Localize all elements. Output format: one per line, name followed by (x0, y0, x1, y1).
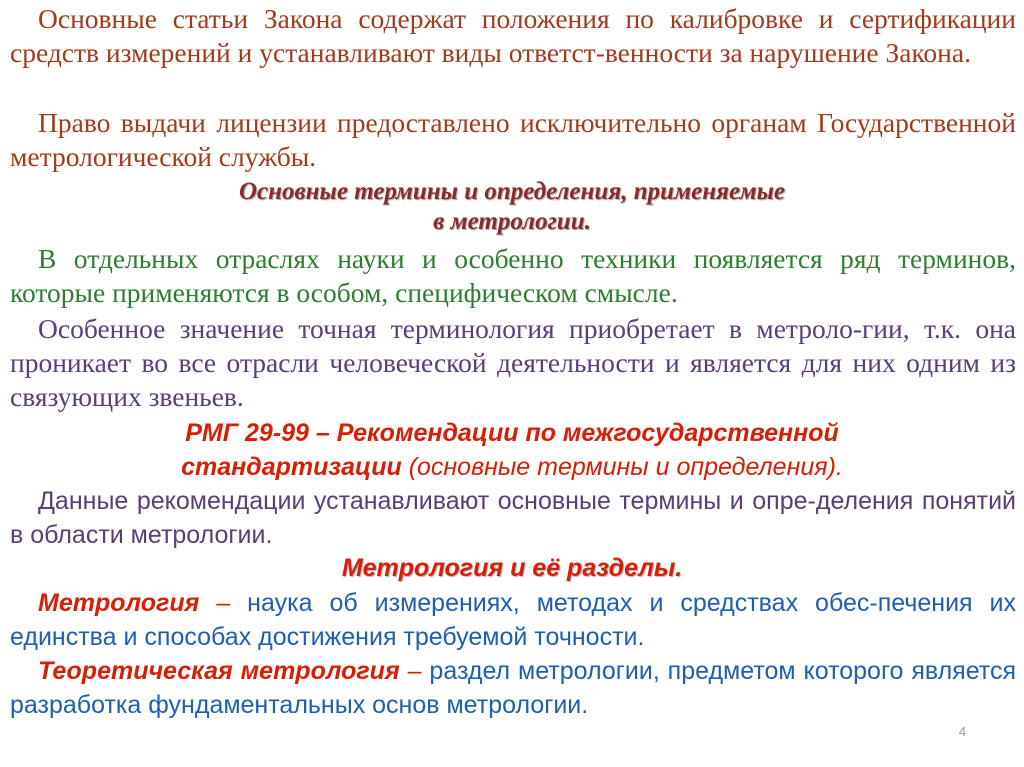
paragraph-license-right: Право выдачи лицензии предоставлено исключительно органам Государственной метрологической службы. (10, 107, 1016, 172)
heading-rmg-line1-text: РМГ 29-99 – Рекомендации по межгосударственной (185, 419, 839, 447)
heading-rmg-bold: стандартизации (181, 453, 402, 481)
heading-terms-line2: в метрологии. (433, 208, 591, 235)
paragraph-law-articles: Основные статьи Закона содержат положения по калибровке и сертификации средств измерений и устанавливают виды ответст-венности за нарушение Закона. (10, 3, 1016, 68)
heading-metrology-sections: Метрология и её разделы. (341, 554, 683, 582)
paragraph-terminology-importance: Особенное значение точная терминология приобретает в метроло-гии, т.к. она проникает во все отрасли человеческой деятельности и является для них одним из связующих звеньев. (10, 313, 1016, 412)
paragraph-recommendations: Данные рекомендации устанавливают основные термины и опре-деления понятий в области метрологии. (10, 487, 1016, 549)
definition-metrology-text: наука об измерениях, методах и средствах обес-печения их единства и способах достижения требуемой точности. (10, 589, 1016, 651)
definition-metrology (10, 586, 1016, 654)
definition-dash: – (199, 589, 248, 617)
heading-rmg-line2 (0, 450, 1024, 484)
term-theoretical-metrology: Теоретическая метрология (38, 657, 400, 685)
heading-rmg-rest: (основные термины и определения). (401, 453, 843, 481)
page-number: 4 (958, 724, 966, 739)
term-metrology: Метрология (38, 589, 200, 617)
definition-theoretical-text: раздел метрологии, предметом которого является разработка фундаментальных основ метрологии. (10, 657, 1016, 719)
paragraph-terms-in-science: В отдельных отраслях науки и особенно техники появляется ряд терминов, которые применяются в особом, специфическом смысле. (10, 243, 1016, 308)
definition-dash: – (399, 657, 430, 685)
heading-rmg-line1 (0, 416, 1024, 450)
heading-terms-line1: Основные термины и определения, применяемые (238, 178, 786, 205)
definition-theoretical-metrology (10, 654, 1016, 722)
